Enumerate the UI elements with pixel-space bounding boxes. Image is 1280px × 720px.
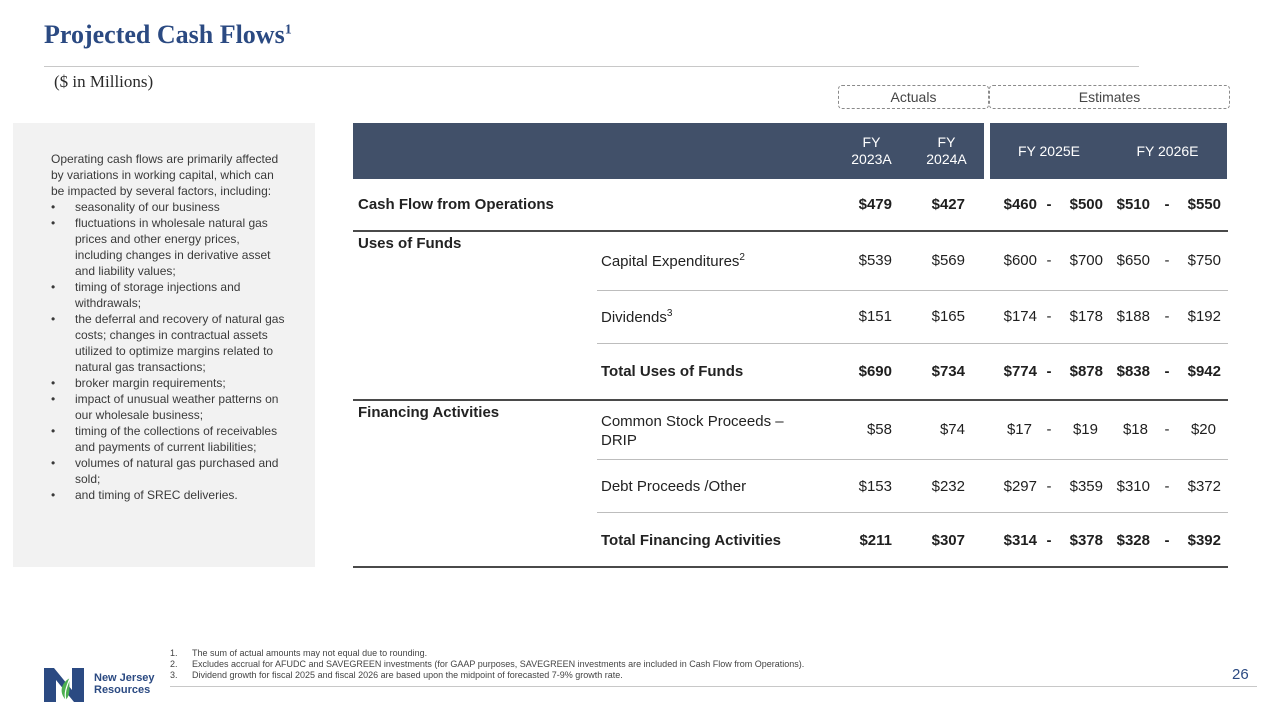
- company-logo: [44, 664, 204, 704]
- table-header-blank: [353, 123, 834, 179]
- col-header-fy2023: FY 2023A: [851, 134, 892, 167]
- row-label-stock: Common Stock Proceeds – DRIP: [601, 413, 784, 449]
- page-subtitle: ($ in Millions): [54, 72, 154, 91]
- cell-cfo-2025-low: $460: [1003, 196, 1037, 213]
- sidebar-bullet: • seasonality of our business: [51, 199, 285, 215]
- row-divider: [597, 290, 1228, 291]
- col-header-fy2025: FY 2025E: [1017, 142, 1080, 159]
- cell-debt-2025-high: $359: [1069, 478, 1103, 495]
- cell-cfo-2023: $479: [858, 196, 892, 213]
- cell-cfo-2024: $427: [931, 196, 965, 213]
- range-separator: -: [1164, 421, 1170, 438]
- range-separator: -: [1164, 196, 1170, 213]
- sidebar-bullet: • timing of storage injections and withdrawals;: [51, 279, 285, 311]
- range-separator: -: [1164, 478, 1170, 495]
- page-number: 26: [1232, 666, 1249, 683]
- row-divider: [597, 512, 1228, 513]
- range-separator: -: [1046, 532, 1052, 549]
- sidebar-intro: Operating cash flows are primarily affected by variations in working capital, which can be impacted by several factors, including:: [51, 152, 279, 198]
- cell-total-uses-2026-high: $942: [1187, 363, 1221, 380]
- estimates-group-label: Estimates: [989, 85, 1230, 109]
- footnote: 3. Dividend growth for fiscal 2025 and fiscal 2026 are based upon the midpoint of forecasted 7-9% growth rate.: [170, 670, 623, 680]
- row-label-total-financing: Total Financing Activities: [601, 532, 782, 549]
- table-header-actuals: [834, 123, 984, 179]
- range-separator: -: [1164, 532, 1170, 549]
- cell-total-uses-2023: $690: [858, 363, 892, 380]
- cell-stock-2026-high: $20: [1190, 421, 1216, 438]
- cell-capex-2025-low: $600: [1003, 252, 1037, 269]
- cell-dividends-2025-low: $174: [1003, 308, 1037, 325]
- cell-capex-2023: $539: [858, 252, 892, 269]
- cell-total-fin-2025-high: $378: [1069, 532, 1103, 549]
- cell-capex-2024: $569: [931, 252, 965, 269]
- logo-wordmark: New Jersey Resources: [94, 672, 155, 696]
- cell-cfo-2026-low: $510: [1116, 196, 1150, 213]
- table-header-estimates: [990, 123, 1227, 179]
- range-separator: -: [1046, 478, 1052, 495]
- footnotes: [170, 648, 804, 681]
- cell-debt-2023: $153: [858, 478, 892, 495]
- sidebar-panel: [13, 123, 315, 567]
- cell-dividends-2026-low: $188: [1116, 308, 1150, 325]
- row-label-capex: Capital Expenditures$^2$: [601, 252, 745, 270]
- sidebar-bullet: • volumes of natural gas purchased and sold;: [51, 455, 285, 487]
- footer-divider: [170, 686, 1257, 687]
- col-header-fy2026: FY 2026E: [1136, 142, 1199, 159]
- cell-dividends-2026-high: $192: [1187, 308, 1221, 325]
- cell-total-fin-2024: $307: [931, 532, 965, 549]
- cell-total-uses-2026-low: $838: [1116, 363, 1150, 380]
- sidebar-bullet: • the deferral and recovery of natural gas costs; changes in contractual assets utilized to optimize margins related to natural gas transactions;: [51, 311, 285, 375]
- cell-dividends-2025-high: $178: [1069, 308, 1103, 325]
- cell-stock-2025-low: $17: [1006, 421, 1032, 438]
- range-separator: -: [1164, 252, 1170, 269]
- row-label-debt: Debt Proceeds /Other: [601, 478, 747, 495]
- row-label-cfo: Cash Flow from Operations: [358, 196, 554, 213]
- range-separator: -: [1046, 196, 1052, 213]
- range-separator: -: [1046, 363, 1052, 380]
- cell-total-fin-2026-high: $392: [1187, 532, 1221, 549]
- row-divider: [353, 399, 1228, 401]
- row-label-total-uses: Total Uses of Funds: [601, 363, 744, 380]
- row-label-dividends: Dividends$^3$: [601, 308, 673, 326]
- range-separator: -: [1046, 421, 1052, 438]
- cell-stock-2023: $58: [866, 421, 892, 438]
- cell-debt-2024: $232: [931, 478, 965, 495]
- sidebar-bullet: • impact of unusual weather patterns on our wholesale business;: [51, 391, 285, 423]
- cell-debt-2026-low: $310: [1116, 478, 1150, 495]
- cell-debt-2026-high: $372: [1187, 478, 1221, 495]
- logo-n-icon: [44, 664, 92, 702]
- cell-total-uses-2025-high: $878: [1069, 363, 1103, 380]
- cell-capex-2026-high: $750: [1187, 252, 1221, 269]
- cell-total-fin-2026-low: $328: [1116, 532, 1150, 549]
- section-label-uses: Uses of Funds: [358, 235, 462, 252]
- cell-total-uses-2024: $734: [931, 363, 965, 380]
- section-label-financing: Financing Activities: [358, 404, 500, 421]
- cell-cfo-2026-high: $550: [1187, 196, 1221, 213]
- col-header-fy2024: FY 2024A: [926, 134, 967, 167]
- cell-stock-2026-low: $18: [1122, 421, 1148, 438]
- title-footnote-marker: 1: [284, 22, 292, 38]
- cell-stock-2025-high: $19: [1072, 421, 1098, 438]
- footnote: 2. Excludes accrual for AFUDC and SAVEGREEN investments (for GAAP purposes, SAVEGREEN investments are included in Cash Flow from Operations).: [170, 659, 805, 669]
- footnote: 1. The sum of actual amounts may not equal due to rounding.: [170, 648, 428, 658]
- cell-total-fin-2023: $211: [859, 532, 892, 549]
- cell-dividends-2024: $165: [931, 308, 965, 325]
- sidebar-bullet: • broker margin requirements;: [51, 375, 285, 391]
- sidebar-bullet-list: [51, 199, 285, 503]
- sidebar-bullet: • timing of the collections of receivables and payments of current liabilities;: [51, 423, 285, 455]
- actuals-group-label: Actuals: [838, 85, 989, 109]
- cell-stock-2024: $74: [939, 421, 965, 438]
- sidebar-bullet: • fluctuations in wholesale natural gas prices and other energy prices, including changes in derivative asset and liability values;: [51, 215, 285, 279]
- range-separator: -: [1164, 308, 1170, 325]
- cell-dividends-2023: $151: [858, 308, 892, 325]
- row-divider: [597, 459, 1228, 460]
- title-divider: [44, 66, 1139, 67]
- range-separator: -: [1164, 363, 1170, 380]
- table-bottom-rule: [353, 566, 1228, 568]
- cell-capex-2026-low: $650: [1116, 252, 1150, 269]
- range-separator: -: [1046, 252, 1052, 269]
- sidebar-bullet: • and timing of SREC deliveries.: [51, 487, 285, 503]
- page-title: Projected Cash Flows$^1$: [44, 20, 292, 49]
- range-separator: -: [1046, 308, 1052, 325]
- cell-total-uses-2025-low: $774: [1003, 363, 1037, 380]
- cell-cfo-2025-high: $500: [1069, 196, 1103, 213]
- row-divider: [353, 230, 1228, 232]
- cell-capex-2025-high: $700: [1069, 252, 1103, 269]
- cell-total-fin-2025-low: $314: [1003, 532, 1037, 549]
- row-divider: [597, 343, 1228, 344]
- cell-debt-2025-low: $297: [1003, 478, 1037, 495]
